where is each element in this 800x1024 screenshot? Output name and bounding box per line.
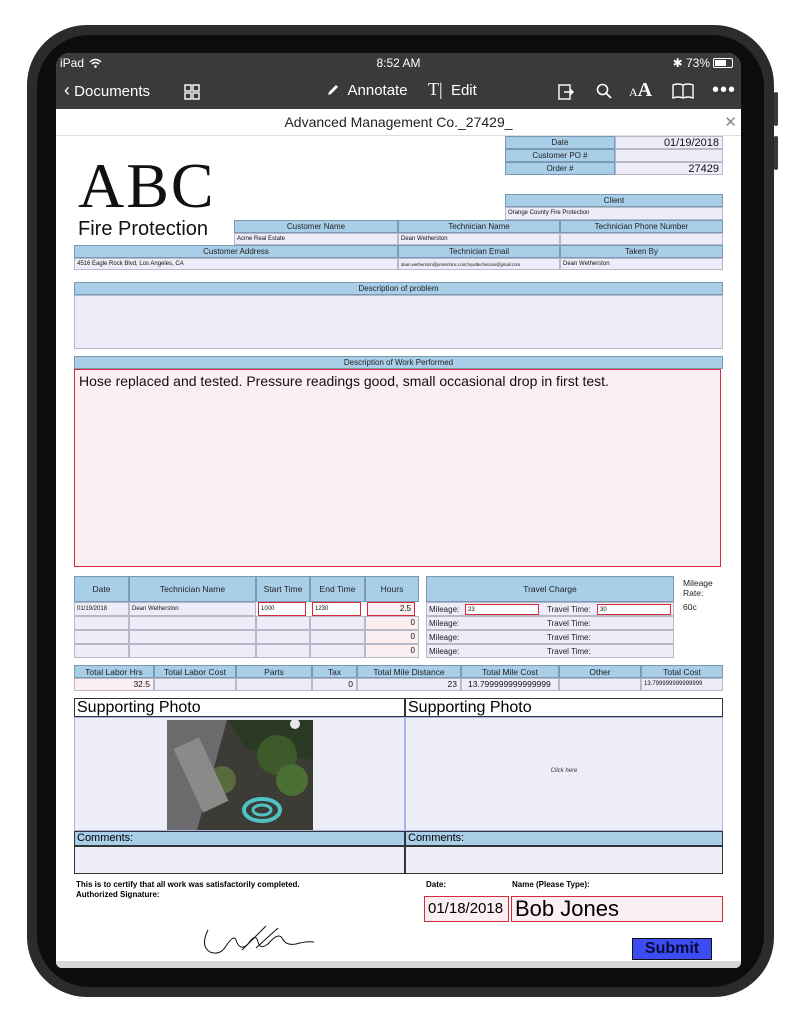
mileage-field[interactable] [465, 618, 539, 629]
total-label-5: Total Mile Cost [461, 665, 559, 678]
work-order-form [56, 136, 741, 968]
travel-time-field[interactable] [597, 646, 671, 657]
customer-po-field[interactable] [615, 149, 723, 162]
technician-phone-label: Technician Phone Number [560, 220, 723, 233]
total-value-3[interactable]: 0 [312, 678, 357, 691]
annotate-label: Annotate [347, 82, 408, 99]
total-label-3: Tax [312, 665, 357, 678]
signoff-date-label: Date: [426, 880, 447, 889]
customer-po-label: Customer PO # [505, 149, 615, 162]
photo-click-here: Click here [550, 768, 578, 774]
mileage-field[interactable] [465, 632, 539, 643]
labor-end-cell[interactable] [310, 616, 365, 630]
travel-time-label: Travel Time: [547, 619, 591, 628]
labor-end-cell[interactable]: 1230 [312, 602, 361, 616]
customer-address-field[interactable]: 4516 Eagle Rock Blvd, Los Angeles, CA [74, 258, 398, 270]
comments-field-2[interactable] [405, 846, 723, 874]
submit-button[interactable]: Submit [632, 938, 712, 960]
total-label-1: Total Labor Cost [154, 665, 236, 678]
total-value-5[interactable]: 13.799999999999999 [461, 678, 559, 691]
travel-time-label: Travel Time: [547, 633, 591, 642]
labor-start-cell[interactable] [256, 630, 310, 644]
labor-header-tech: Technician Name [129, 576, 256, 602]
technician-name-label: Technician Name [398, 220, 560, 233]
edit-button[interactable] [428, 79, 477, 99]
travel-time-field[interactable] [597, 632, 671, 643]
travel-row [426, 644, 674, 658]
signoff-date-field[interactable]: 01/18/2018 [424, 896, 509, 922]
comments-label-1: Comments: [74, 831, 405, 846]
signature-drawing[interactable] [196, 906, 326, 958]
authorized-signature-label: Authorized Signature: [76, 890, 160, 899]
total-label-0: Total Labor Hrs [74, 665, 154, 678]
document-title: Advanced Management Co._27429_ [284, 114, 513, 130]
client-label: Client [505, 194, 723, 207]
labor-end-cell[interactable] [310, 644, 365, 658]
technician-email-label: Technician Email [398, 245, 560, 258]
battery-icon [713, 58, 733, 68]
labor-header-end: End Time [310, 576, 365, 602]
mileage-field[interactable]: 23 [465, 604, 539, 615]
labor-date-cell[interactable] [74, 644, 129, 658]
labor-hours-cell[interactable]: 0 [365, 644, 419, 658]
document-title-bar [56, 109, 741, 136]
carrier: iPad [60, 56, 85, 70]
mileage-label: Mileage: [429, 647, 460, 656]
travel-row [426, 630, 674, 644]
labor-date-cell[interactable]: 01/19/2018 [74, 602, 129, 616]
labor-start-cell[interactable] [256, 616, 310, 630]
screen [56, 53, 741, 968]
annotate-button[interactable] [326, 82, 408, 99]
labor-end-cell[interactable] [310, 630, 365, 644]
comments-field-1[interactable] [74, 846, 405, 874]
back-button[interactable] [64, 82, 150, 100]
labor-header-hours: Hours [365, 576, 419, 602]
battery-percent: 73% [685, 56, 710, 70]
share-icon[interactable] [558, 83, 574, 101]
mileage-label: Mileage: [429, 605, 460, 614]
certify-text: This is to certify that all work was satisfactorily completed. [76, 880, 300, 889]
taken-by-label: Taken By [560, 245, 723, 258]
status-bar [56, 53, 741, 73]
typed-name-field[interactable]: Bob Jones [511, 896, 723, 922]
labor-date-cell[interactable] [74, 630, 129, 644]
volume-down-button [774, 136, 778, 170]
thumbnails-icon[interactable] [184, 84, 200, 100]
supporting-photo-label-1: Supporting Photo [74, 698, 405, 717]
travel-time-field[interactable] [597, 618, 671, 629]
bottom-scroll-strip [56, 961, 741, 968]
labor-date-cell[interactable] [74, 616, 129, 630]
total-label-7: Total Cost [641, 665, 723, 678]
logo-abc: ABC [78, 150, 216, 221]
technician-name-field[interactable]: Dean Wetherston [398, 233, 560, 245]
search-icon[interactable] [596, 83, 612, 99]
supporting-photo-label-2: Supporting Photo [405, 698, 723, 717]
labor-hours-cell[interactable]: 0 [365, 616, 419, 630]
labor-header-start: Start Time [256, 576, 310, 602]
logo-subtitle: Fire Protection [78, 218, 209, 240]
more-icon[interactable]: ••• [712, 79, 737, 101]
travel-row [426, 602, 674, 616]
taken-by-field[interactable]: Dean Wetherston [560, 258, 723, 270]
problem-label: Description of problem [74, 282, 723, 295]
photo-slot-1[interactable] [74, 717, 405, 831]
clock: 8:52 AM [376, 56, 421, 70]
work-performed-field[interactable]: Hose replaced and tested. Pressure readings good, small occasional drop in first test. [74, 369, 721, 567]
hose-photo [167, 720, 313, 830]
mileage-rate-value: 60c [683, 602, 697, 612]
typed-name-label: Name (Please Type): [512, 880, 590, 889]
chevron-left-icon: ‹ [64, 80, 70, 100]
close-icon[interactable]: ✕ [724, 114, 737, 131]
technician-phone-field[interactable] [560, 233, 723, 245]
pencil-icon [326, 83, 340, 97]
order-date-field[interactable]: 01/19/2018 [615, 136, 723, 149]
volume-up-button [774, 92, 778, 126]
text-cursor-icon: T| [428, 79, 443, 99]
technician-email-field[interactable]: dean.wetherston@protechinc.com;byodtechnician@gmail.com [398, 258, 560, 270]
order-number-field[interactable]: 27429 [615, 162, 723, 175]
bluetooth-icon: ✱ [672, 56, 683, 70]
labor-tech-cell[interactable] [129, 630, 256, 644]
labor-tech-cell[interactable]: Dean Wetherston [129, 602, 256, 616]
total-label-4: Total Mile Distance [357, 665, 461, 678]
labor-start-cell[interactable] [256, 644, 310, 658]
travel-row [426, 616, 674, 630]
labor-tech-cell[interactable] [129, 644, 256, 658]
edit-label: Edit [450, 82, 477, 99]
labor-hours-cell[interactable]: 2.5 [367, 602, 415, 616]
order-number-label: Order # [505, 162, 615, 175]
customer-address-label: Customer Address [74, 245, 398, 258]
toolbar [56, 73, 741, 109]
total-value-6[interactable] [559, 678, 641, 691]
client-field[interactable]: Orange County Fire Protection [505, 207, 723, 220]
travel-time-label: Travel Time: [547, 647, 591, 656]
labor-start-cell[interactable]: 1000 [258, 602, 306, 616]
travel-time-label: Travel Time: [547, 605, 591, 614]
total-value-1[interactable] [154, 678, 236, 691]
work-performed-label: Description of Work Performed [74, 356, 723, 369]
mileage-rate-label: Mileage Rate: [683, 578, 713, 598]
mileage-label: Mileage: [429, 619, 460, 628]
photo-slot-2[interactable] [405, 717, 723, 831]
travel-time-field[interactable]: 30 [597, 604, 671, 615]
mileage-field[interactable] [465, 646, 539, 657]
travel-charge-header: Travel Charge [426, 576, 674, 602]
problem-field[interactable] [74, 295, 723, 349]
total-label-6: Other [559, 665, 641, 678]
customer-name-field[interactable]: Acme Real Estate [234, 233, 398, 245]
total-value-2[interactable] [236, 678, 312, 691]
text-size-icon[interactable]: AA [629, 79, 653, 101]
labor-header-date: Date [74, 576, 129, 602]
mileage-label: Mileage: [429, 633, 460, 642]
total-value-7: 13.799999999999999 [641, 678, 723, 691]
labor-hours-cell[interactable]: 0 [365, 630, 419, 644]
total-label-2: Parts [236, 665, 312, 678]
date-label: Date [505, 136, 615, 149]
total-value-4[interactable]: 23 [357, 678, 461, 691]
back-label: Documents [74, 83, 151, 100]
comments-label-2: Comments: [405, 831, 723, 846]
total-value-0[interactable]: 32.5 [74, 678, 154, 691]
labor-tech-cell[interactable] [129, 616, 256, 630]
book-icon[interactable] [672, 83, 694, 99]
customer-name-label: Customer Name [234, 220, 398, 233]
